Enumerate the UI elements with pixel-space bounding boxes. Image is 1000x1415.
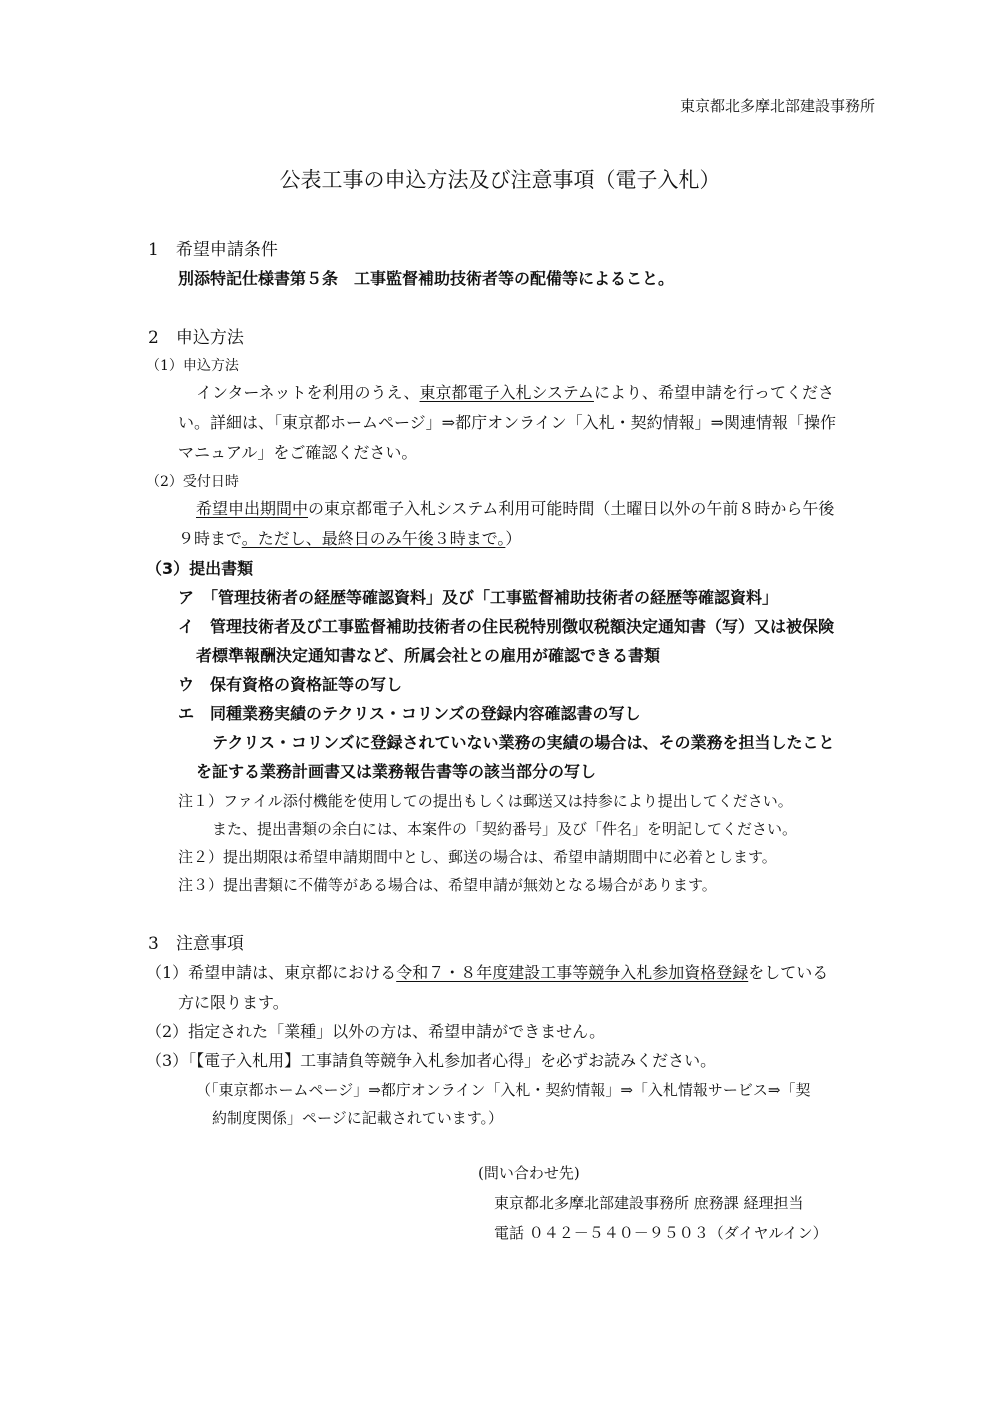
section-1-heading: 1 希望申請条件 [148,240,278,260]
caution-item-3-reference-line-1: （「東京都ホームページ」⇒都庁オンライン「入札・契約情報」⇒「入札情報サービス⇒「契 [196,1081,811,1099]
reception-line-1 [196,499,834,519]
issuing-organization: 東京都北多摩北部建設事務所 [679,97,875,115]
document-item-i-line-1: イ 管理技術者及び工事監督補助技術者の住民税特別徴収税額決定通知書（写）又は被保険 [178,617,835,636]
subsection-apply-method-label: （1）申込方法 [146,358,239,374]
section-1-body: 別添特記仕様書第５条 工事監督補助技術者等の配備等によること。 [178,269,675,288]
reception-line-2 [178,529,521,549]
note-1-continued: また、提出書類の余白には、本案件の「契約番号」及び「件名」を明記してください。 [212,820,798,838]
caution-item-2: （2）指定された「業種」以外の方は、希望申請ができません。 [146,1022,606,1041]
note-3: 注３）提出書類に不備等がある場合は、希望申請が無効となる場合があります。 [178,876,717,894]
apply-method-text: により、希望申請を行ってくださ [593,383,834,402]
document-item-u: ウ 保有資格の資格証等の写し [178,675,403,694]
caution-item-1-line-1 [146,963,828,983]
caution-item-3-reference-line-2: 約制度関係」ページに記載されています。） [212,1109,504,1127]
caution-text: （1）希望申請は、東京都における [146,963,397,982]
apply-method-line-2: い。詳細は、「東京都ホームページ」⇒都庁オンライン「入札・契約情報」⇒関連情報「操作 [178,413,837,432]
reception-text: ） [505,529,522,548]
last-day-note: 。ただし、最終日のみ午後３時まで。 [241,529,506,548]
subsection-reception-label: （2）受付日時 [146,474,239,490]
document-item-i-line-2: 者標準報酬決定通知書など、所属会社との雇用が確認できる書類 [196,646,661,665]
qualification-registration-link[interactable]: 令和７・８年度建設工事等競争入札参加資格登録 [396,963,749,982]
contact-phone: 電話 ０４２－５４０－９５０３（ダイヤルイン） [494,1224,828,1242]
note-1: 注１）ファイル添付機能を使用しての提出もしくは郵送又は持参により提出してください。 [178,792,793,810]
contact-label: (問い合わせ先) [478,1164,580,1182]
e-bidding-system-link[interactable]: 東京都電子入札システム [419,383,594,402]
caution-item-3: （3）「【電子入札用】工事請負等競争入札参加者心得」を必ずお読みください。 [146,1051,717,1070]
document-item-e-line-1: エ 同種業務実績のテクリス・コリンズの登録内容確認書の写し [178,704,641,723]
apply-method-line-3: マニュアル」をご確認ください。 [178,443,418,462]
reception-text: ９時まで [178,529,242,548]
document-item-e-line-2: テクリス・コリンズに登録されていない業務の実績の場合は、その業務を担当したこと [212,733,835,752]
document-item-a: ア 「管理技術者の経歴等確認資料」及び「工事監督補助技術者の経歴等確認資料」 [178,588,779,607]
reception-text: の東京都電子入札システム利用可能時間（土曜日以外の午前８時から午後 [308,499,835,518]
apply-method-line-1 [196,383,834,403]
document-title: 公表工事の申込方法及び注意事項（電子入札） [279,168,721,192]
apply-method-text: インターネットを利用のうえ、 [196,383,420,402]
section-3-heading: 3 注意事項 [148,934,244,954]
caution-item-1-line-2: 方に限ります。 [178,993,289,1012]
subsection-documents-label: （3）提出書類 [146,559,254,578]
caution-text: をしている [748,963,829,982]
note-2: 注２）提出期限は希望申請期間中とし、郵送の場合は、希望申請期間中に必着とします。 [178,848,777,866]
contact-organization: 東京都北多摩北部建設事務所 庶務課 経理担当 [494,1194,804,1212]
document-item-e-line-3: を証する業務計画書又は業務報告書等の該当部分の写し [196,762,597,781]
section-2-heading: 2 申込方法 [148,328,244,348]
application-period-text: 希望申出期間中 [196,499,309,518]
